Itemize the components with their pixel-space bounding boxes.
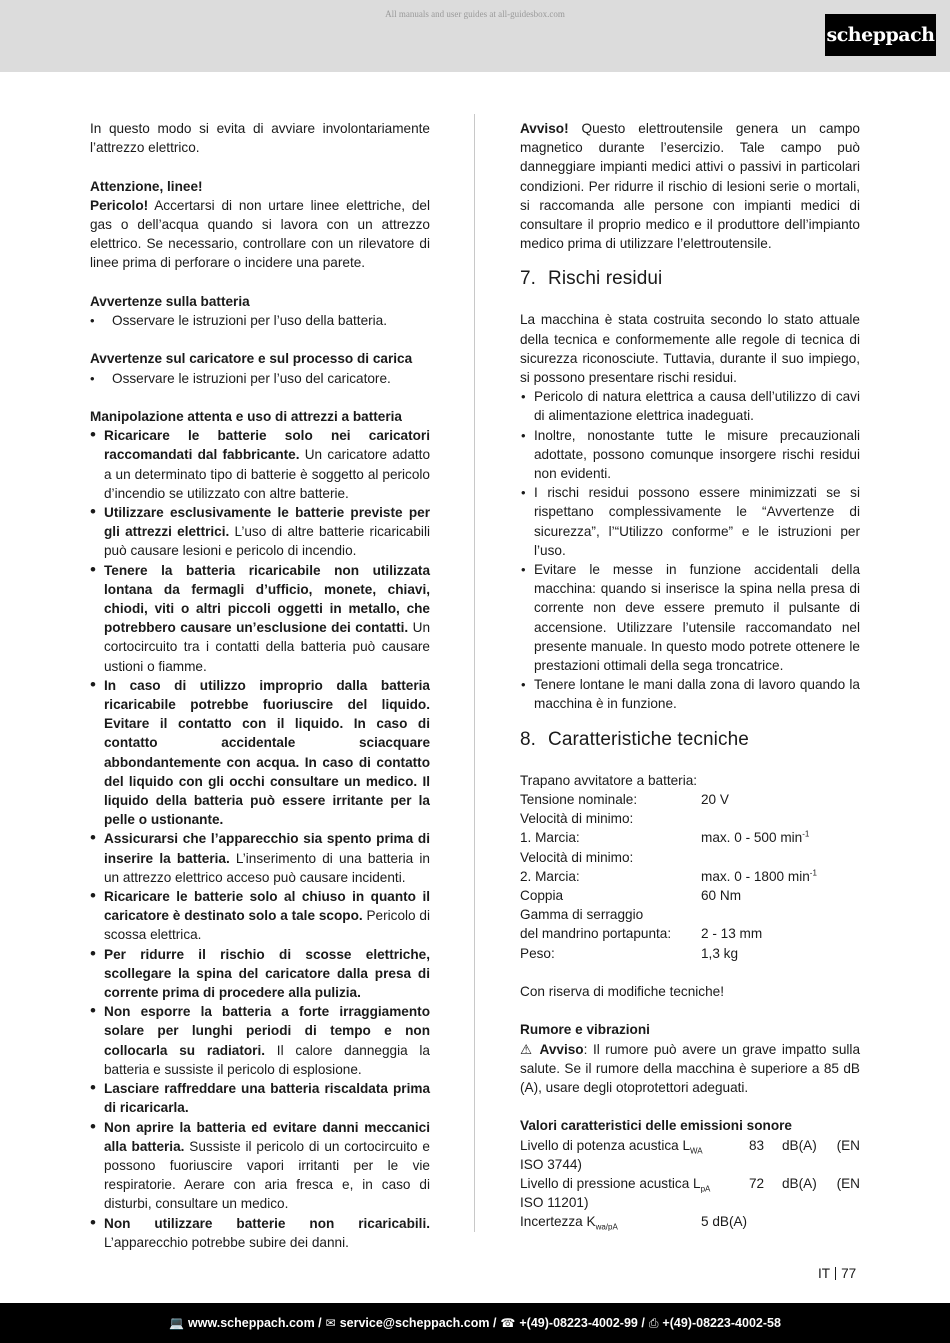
section-7-heading [520,267,860,291]
charger-list [90,369,430,388]
spec-value: 1,3 kg [701,945,739,961]
residual-risk-list [520,387,860,713]
item-bold: Non esporre la batteria a forte irraggiamento solare per lunghi periodi di tempo e non collocarla su radiatori. [104,1004,430,1058]
list-item [90,1002,430,1079]
spec-value: 60 Nm [701,887,742,903]
list-item: • Osservare le istruzioni per l’uso della batteria. [90,311,430,330]
reserve-note: Con riserva di modifiche tecniche! [520,983,724,999]
page-lang: IT [818,1266,831,1281]
spec-row [520,886,860,905]
item-bold: Non utilizzare batterie non ricaricabili. [104,1215,430,1231]
item-text: Pericolo di scossa elettrica. [104,908,430,943]
spec-value: 20 V [701,791,729,807]
spec-row [520,905,860,924]
section-number: 8. [520,728,537,750]
item-text: Un cortocircuito tra i contatti della batteria può causare ustioni o fiamme. [104,620,430,674]
lines-heading: Attenzione, linee! [90,178,203,194]
emissions-heading: Valori caratteristici delle emissioni sonore [520,1118,792,1134]
list-item: • Pericolo di natura elettrica a causa dell’utilizzo di cavi di alimentazione elettrica inadeguati. [520,387,860,425]
warning-lead: Avviso! [520,121,569,136]
spec-key: Peso: [520,945,555,961]
spec-title: Trapano avvitatore a batteria: [520,772,698,788]
footer-web-link[interactable]: www.scheppach.com / [188,1316,322,1330]
item-bold: Lasciare raffreddare una batteria riscaldata prima di ricaricarla. [104,1081,430,1116]
spec-value: 2 - 13 mm [701,926,763,942]
handling-list [90,426,430,1252]
header-bar [0,0,950,72]
item-bold: Ricaricare le batterie solo al chiuso in quanto il caricatore è destinato solo a tale scopo. [104,889,430,924]
emission-unit: dB(A) [782,1137,817,1153]
spec-table [520,790,860,963]
emission-standard-cont: ISO 3744) [520,1156,582,1172]
spec-key: del mandrino portapunta: [520,926,672,942]
item-text: Il calore danneggia la batteria e sussiste il pericolo di esplosione. [104,1042,430,1077]
spec-row [520,924,860,943]
charger-heading: Avvertenze sul caricatore e sul processo di carica [90,351,413,367]
spec-value: max. 0 - 500 $\min^{-1}$ [701,829,810,846]
noise-body: : Il rumore può avere un grave impatto sulla salute. Se il rumore della macchina è superiore a 85 dB (A), usare degli otoprotettori adeguati. [520,1041,861,1095]
list-item: • Evitare le messe in funzione accidentali della macchina: quando si inserisce la spina nella presa di corrente non deve essere premuto il pulsante di accensione. Utilizzare l’utensile raccomandato nel presente manuale. In questo modo potrete ottenere le prestazioni ottimali della sega troncatrice. [520,560,860,675]
spec-value: max. 0 - 1800 $\min^{-1}$ [701,868,817,884]
spec-row [520,944,860,963]
spec-key: Tensione nominale: [520,791,638,807]
emission-standard-cont: ISO 11201) [520,1195,589,1211]
section-8-heading [520,728,860,752]
spec-key: 1. Marcia: [520,830,580,846]
intro-paragraph: In questo modo si evita di avviare involontariamente l’attrezzo elettrico. [90,121,430,156]
emission-key: Livello di potenza acustica $L_{WA}$ [520,1137,703,1156]
lines-lead: Pericolo! [90,197,149,213]
brand-logo: scheppach [825,14,936,56]
list-item: • Inoltre, nonostante tutte le misure precauzionali adottate, possono comunque insorgere rischi residui non evidenti. [520,426,860,484]
emission-unit: dB(A) [782,1175,817,1191]
list-item: • Osservare le istruzioni per l’uso del caricatore. [90,369,430,388]
spec-row [520,790,860,809]
uncertainty-row [520,1212,860,1231]
section-7-intro: La macchina è stata costruita secondo lo stato attuale della tecnica e conformemente alle regole di tecnica di sicurezza riconosciute. Tuttavia, durante il suo impiego, si possono presentare rischi residui. [520,312,860,386]
item-bold: Per ridurre il rischio di scosse elettriche, scollegare la spina del caricatore dalla presa di corrente prima di procedere alla pulizia. [104,946,430,1001]
item-text: L’uso di altre batterie ricaricabili può causare lesioni e pericolo di incendio. [104,524,430,559]
noise-paragraph [520,1040,860,1098]
warning-triangle-icon: ⚠ [520,1041,534,1057]
emission-row [520,1136,860,1155]
spec-row [520,848,860,867]
lines-paragraph [90,196,430,273]
section-title: Caratteristiche tecniche [548,728,749,750]
list-item [90,1079,430,1117]
battery-heading: Avvertenze sulla batteria [90,293,250,309]
right-column [520,119,860,1232]
emission-value: 72 [749,1175,765,1191]
emission-row [520,1174,860,1193]
page-number [818,1266,856,1281]
column-divider [474,114,475,1232]
list-item: • Tenere lontane le mani dalla zona di lavoro quando la macchina è in funzione. [520,675,860,713]
emissions-table [520,1136,860,1232]
spec-value [701,809,860,828]
noise-lead: Avviso [539,1041,584,1057]
spec-value [701,848,860,867]
noise-heading: Rumore e vibrazioni [520,1022,650,1038]
footer-fax: +(49)-08223-4002-58 [662,1316,781,1330]
section-title: Rischi residui [548,268,663,290]
list-item [90,426,430,503]
list-item [90,1214,430,1252]
emission-standard: (EN [836,1175,860,1191]
watermark: All manuals and user guides at all-guidesbox.com [385,9,565,19]
left-column [90,119,430,1252]
list-item [90,676,430,830]
lines-body: Accertarsi di non urtare linee elettriche, del gas o dell’acqua quando si lavora con un attrezzo elettrico. Se necessario, controllare con un rilevatore di linee prima di perforare o incidere una parete. [90,197,430,271]
spec-row [520,867,860,886]
uncertainty-value: 5 dB(A) [701,1214,748,1230]
list-item [90,503,430,561]
item-bold: In caso di utilizzo improprio dalla batteria ricaricabile potrebbe fuoriuscire del liquido. Evitare il contatto con il liquido. In caso di contatto accidentale sciacquare abbondantemente con acqua. In caso di contatto del liquido con gli occhi consultare un medico. Il liquido della batteria può essere irritante per la pelle o ustionante. [104,677,430,828]
item-bold: Non aprire la batteria ed evitare danni meccanici alla batteria. [104,1119,430,1154]
item-text: Sussiste il pericolo di un cortocircuito e possono fuoriuscire vapori irritanti per le vie respiratorie. Aerare con aria fresca e, in caso di disturbi, consultare un medico. [104,1138,430,1212]
footer-phone: +(49)-08223-4002-99 / [519,1316,645,1330]
computer-icon: 💻 [169,1316,185,1330]
spec-key: 2. Marcia: [520,868,580,884]
section-number: 7. [520,268,537,290]
list-item [90,829,430,887]
item-bold: Ricaricare le batterie solo nei caricatori raccomandati dal fabbricante. [104,428,430,463]
item-bold: Utilizzare esclusivamente le batterie previste per gli attrezzi elettrici. [104,505,430,540]
footer-bar [0,1303,950,1343]
list-item [90,945,430,1003]
battery-list [90,311,430,330]
fax-icon: ⎙ [648,1315,659,1330]
emission-standard: (EN [836,1137,860,1153]
list-item [90,1118,430,1214]
footer-mail-link[interactable]: service@scheppach.com / [339,1316,497,1330]
spec-key: Coppia [520,887,564,903]
spec-key: Velocità di minimo: [520,811,634,827]
phone-icon: ☎ [500,1316,516,1330]
emission-key: Livello di pressione acustica $L_{pA}$ [520,1175,711,1194]
handling-heading: Manipolazione attenta e uso di attrezzi a batteria [90,408,402,424]
warning-paragraph [520,119,860,253]
item-text: Un caricatore adatto a un determinato tipo di batterie è soggetto al pericolo d’incendio se utilizzato con altre batterie. [104,447,431,501]
list-item [90,887,430,945]
item-text: L’inserimento di una batteria in un attrezzo elettrico acceso può causare incidenti. [104,850,430,885]
warning-body: Questo elettroutensile genera un campo magnetico durante l’esercizio. Tale campo può danneggiare impianti medici attivi o passivi in particolari condizioni. Per ridurre il rischio di lesioni serie o mortali, si raccomanda alle persone con impianti medici di consultare il proprio medico e il produttore dell’impianto medico prima di utilizzare l’elettroutensile. [520,121,860,252]
list-item [90,561,430,676]
item-bold: Assicurarsi che l’apparecchio sia spento prima di inserire la batteria. [104,831,430,866]
item-text: L’apparecchio potrebbe subire dei danni. [104,1234,349,1250]
spec-row [520,809,860,828]
page-num: 77 [841,1266,857,1281]
uncertainty-key: Incertezza $K_{wa/pA}$ [520,1214,618,1233]
item-bold: Tenere la batteria ricaricabile non utilizzata lontana da fermagli d’ufficio, monete, chiavi, chiodi, viti o altri piccoli oggetti in metallo, che potrebbero causare un’esclusione dei contatti. [104,562,430,636]
spec-row [520,828,860,847]
mail-icon: ✉ [325,1316,336,1330]
emission-value: 83 [749,1137,765,1153]
spec-key: Gamma di serraggio [520,907,644,923]
spec-key: Velocità di minimo: [520,849,634,865]
list-item: • I rischi residui possono essere minimizzati se si rispettano complessivamente le “Avvertenze di sicurezza”, l’“Utilizzo conforme” e le istruzioni per l’uso. [520,483,860,560]
spec-value [701,905,860,924]
